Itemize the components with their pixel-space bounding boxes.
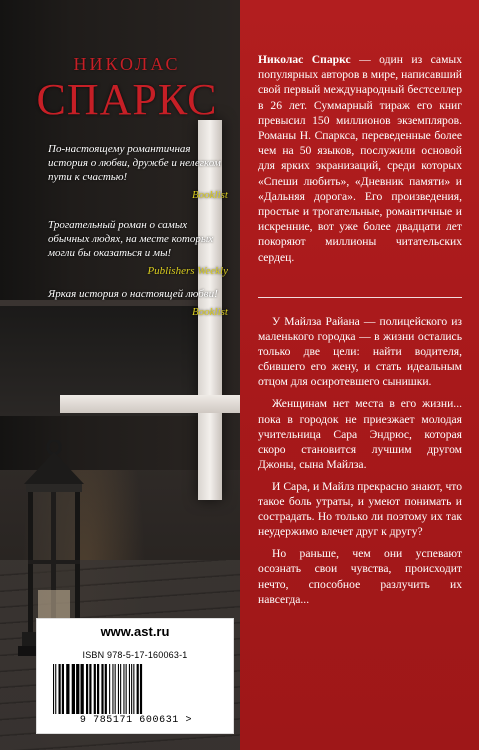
review-quote-text: Трогательный роман о самых обычных людях, на месте которых могли бы оказаться и мы! bbox=[48, 219, 214, 259]
barcode-bar bbox=[137, 664, 139, 714]
barcode-bar bbox=[129, 664, 130, 714]
barcode-bar bbox=[62, 664, 64, 714]
barcode-bar bbox=[86, 664, 88, 714]
barcode-bar bbox=[97, 664, 99, 714]
barcode-bar bbox=[89, 664, 91, 714]
barcode-bar bbox=[101, 664, 103, 714]
barcode-bar bbox=[81, 664, 84, 714]
barcode-bar bbox=[55, 664, 56, 714]
barcode-bar bbox=[118, 664, 119, 714]
author-bio-text: — один из самых популярных авторов в мире, написавший свой первый международный бестселлер в 26 лет. Суммарный тираж его книг превысил 150 миллионов экземпляров. Романы Н. Спаркса, переведенные более чем на 50 языков, послужили основой для ярких экранизаций, среди которых «Спеши любить», «Дневник памяти» и «Дальняя дорога». Его произведения, простые и трогательные, романтичные и искренние, вот уже более двадцати лет покоряют миллионы читательских сердец. bbox=[258, 53, 462, 264]
barcode-bar bbox=[140, 664, 142, 714]
barcode-bar bbox=[120, 664, 121, 714]
author-first-name: НИКОЛАС bbox=[73, 54, 181, 74]
barcode-bar bbox=[76, 664, 79, 714]
author-bio bbox=[258, 52, 462, 265]
publisher-website: www.ast.ru bbox=[100, 624, 170, 639]
red-text-panel bbox=[240, 0, 479, 750]
isbn-number: ISBN 978-5-17-160063-1 bbox=[82, 650, 188, 660]
barcode-bar bbox=[133, 664, 134, 714]
author-last-name: СПАРКС bbox=[36, 75, 218, 124]
review-quote bbox=[48, 218, 228, 278]
author-name bbox=[24, 54, 230, 126]
review-quote-source: Booklist bbox=[191, 306, 228, 318]
review-quote-source: Booklist bbox=[191, 189, 228, 201]
barcode-digits: 9 785171 600631 > bbox=[79, 715, 193, 726]
synopsis-paragraph: Женщинам нет места в его жизни... пока в городок не приезжает молодая учительница Сара Эндрюс, которая скоро становится лучшим другом Джоны, сына Майлза. bbox=[258, 397, 462, 471]
barcode-bar bbox=[123, 664, 124, 714]
synopsis-paragraph: И Сара, и Майлз прекрасно знают, что такое боль утраты, и умеют понимать и сострадать. Но только ли поэтому их так неудержимо влечет друг к другу? bbox=[258, 479, 462, 539]
barcode-bar bbox=[131, 664, 132, 714]
barcode-bar bbox=[66, 664, 69, 714]
synopsis-paragraph: Но раньше, чем они успевают осознать свои чувства, происходит нечто, способное разлучить их навсегда... bbox=[258, 547, 462, 606]
barcode-bar bbox=[105, 664, 107, 714]
review-quote bbox=[48, 287, 228, 319]
review-quote-text: По-настоящему романтичная история о любви, дружбе и нелегком пути к счастью! bbox=[48, 143, 221, 183]
barcode-bar bbox=[115, 664, 116, 714]
review-quote-source: Publishers Weekly bbox=[147, 265, 228, 277]
review-quote bbox=[48, 142, 228, 202]
barcode-icon bbox=[51, 664, 219, 714]
author-bio-name: Николас Спаркс bbox=[258, 53, 351, 66]
white-porch-rail bbox=[60, 395, 240, 413]
section-divider bbox=[258, 297, 462, 298]
review-quote-text: Яркая история о настоящей любви! bbox=[48, 288, 218, 300]
barcode-bar bbox=[112, 664, 113, 714]
barcode-bar bbox=[53, 664, 54, 714]
barcode-bar bbox=[109, 664, 110, 714]
barcode-bar bbox=[72, 664, 75, 714]
barcode-bar bbox=[94, 664, 96, 714]
barcode-bar bbox=[126, 664, 127, 714]
book-synopsis bbox=[258, 314, 462, 614]
barcode-bar bbox=[59, 664, 61, 714]
barcode-sticker bbox=[36, 618, 234, 734]
synopsis-paragraph: У Майлза Райана — полицейского из маленького городка — в жизни остались только две цели: найти водителя, сбившего его жену, и стать идеальным отцом для осиротевшего сынишки. bbox=[258, 315, 462, 389]
